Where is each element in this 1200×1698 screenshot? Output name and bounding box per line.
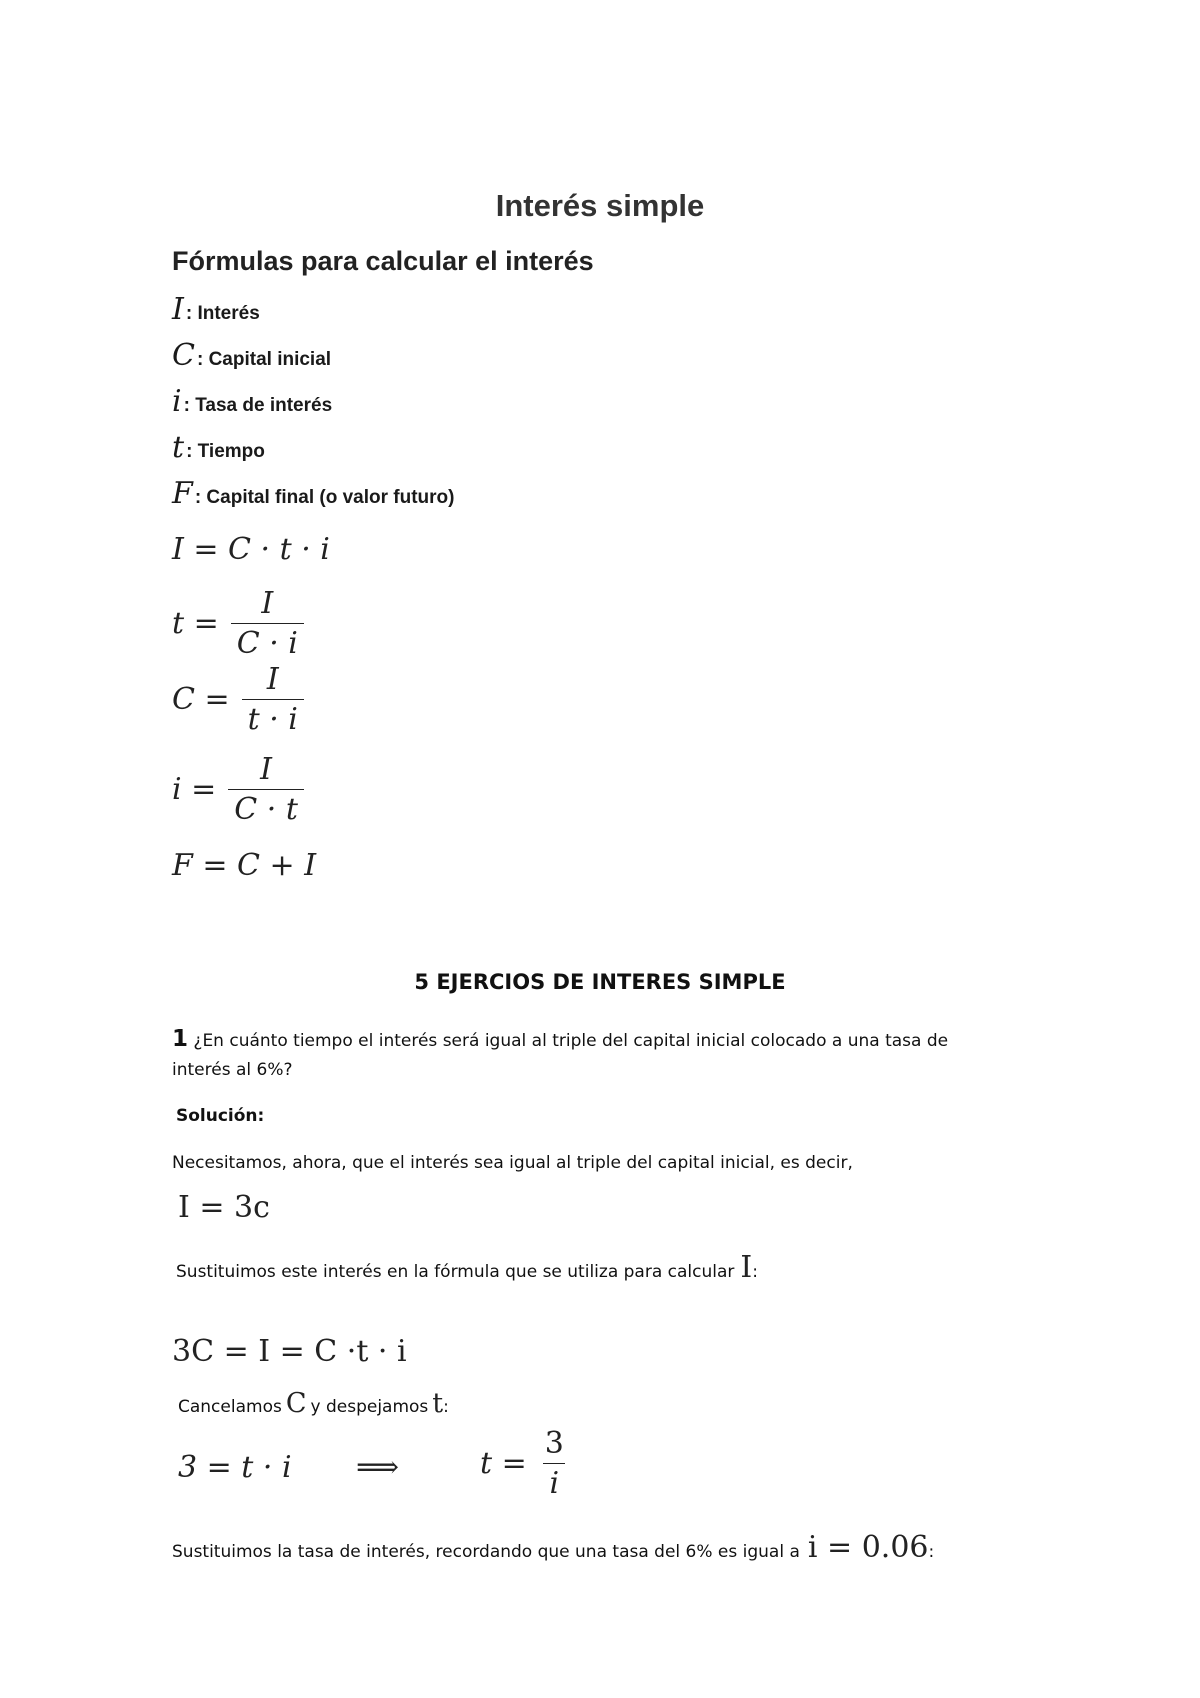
definition-label: : Capital final (o valor futuro) [194, 487, 455, 508]
math-symbol: i [172, 384, 182, 419]
formula-rate [172, 752, 304, 827]
numerator: I [261, 586, 274, 621]
definition-item [172, 338, 331, 373]
formula-final-capital: F = C + I [172, 848, 317, 883]
section-heading-formulas: Fórmulas para calcular el interés [172, 246, 594, 276]
formula-lhs: t = [172, 606, 219, 641]
formula-capital [172, 662, 304, 737]
math-symbol: C [172, 338, 195, 373]
fraction [242, 662, 304, 737]
numerator: 3 [544, 1426, 564, 1461]
fraction [539, 1426, 570, 1501]
solution-label: Solución: [176, 1106, 265, 1126]
math-symbol: t [432, 1388, 444, 1419]
text: Cancelamos [178, 1397, 282, 1417]
math-symbol: C [285, 1388, 307, 1419]
denominator: i [543, 1463, 565, 1501]
definition-item [172, 292, 260, 327]
definition-label: : Interés [185, 303, 260, 324]
definition-label: : Tiempo [186, 441, 265, 462]
equation-3-equals-ti: 3 = t · i [178, 1450, 292, 1485]
math-symbol: t [172, 430, 185, 465]
formula-interest: I = C · t · i [172, 532, 330, 567]
definition-label: : Capital inicial [196, 349, 332, 370]
implies-arrow: ⟹ [356, 1450, 400, 1485]
exercise-number: 1 [172, 1026, 189, 1052]
section-title-exercises: 5 EJERCIOS DE INTERES SIMPLE [414, 970, 786, 994]
text: : [443, 1397, 449, 1417]
solution-text-2 [176, 1250, 758, 1285]
denominator: t · i [242, 699, 304, 737]
numerator: I [260, 752, 273, 787]
definition-item [172, 476, 455, 511]
equation-i-equals-3c: I = 3c [178, 1190, 270, 1225]
formula-time [172, 586, 304, 661]
exercise-question-line1 [172, 1026, 948, 1052]
numerator: I [266, 662, 279, 697]
equation-t-equals-3-over-i [480, 1426, 570, 1501]
denominator: C · i [231, 623, 304, 661]
solution-text-4 [172, 1530, 934, 1565]
formula-lhs: i = [172, 772, 217, 807]
solution-text-3 [178, 1388, 449, 1419]
solution-text-1: Necesitamos, ahora, que el interés sea igual al triple del capital inicial, es decir, [172, 1153, 853, 1173]
definition-label: : Tasa de interés [183, 395, 333, 416]
math-symbol: I [172, 292, 184, 327]
text: : [752, 1262, 758, 1282]
text: y despejamos [310, 1397, 429, 1417]
fraction [231, 586, 304, 661]
definition-item [172, 384, 332, 419]
exercise-question-line2: interés al 6%? [172, 1060, 293, 1080]
formula-lhs: C = [172, 682, 230, 717]
math-inline: i = 0.06 [807, 1530, 929, 1565]
equation-substitution: 3C = I = C ·t · i [172, 1334, 407, 1369]
formula-lhs: t = [480, 1446, 527, 1481]
text: Sustituimos la tasa de interés, recordando que una tasa del 6% es igual a [172, 1542, 800, 1562]
math-symbol: F [172, 476, 193, 511]
question-text: ¿En cuánto tiempo el interés será igual al triple del capital inicial colocado a una tasa de [193, 1031, 949, 1051]
page-title: Interés simple [495, 188, 705, 223]
math-symbol: I [740, 1250, 753, 1285]
denominator: C · t [228, 789, 304, 827]
fraction [228, 752, 304, 827]
text: : [928, 1542, 935, 1562]
text: Sustituimos este interés en la fórmula que se utiliza para calcular [176, 1262, 735, 1282]
definition-item [172, 430, 265, 465]
